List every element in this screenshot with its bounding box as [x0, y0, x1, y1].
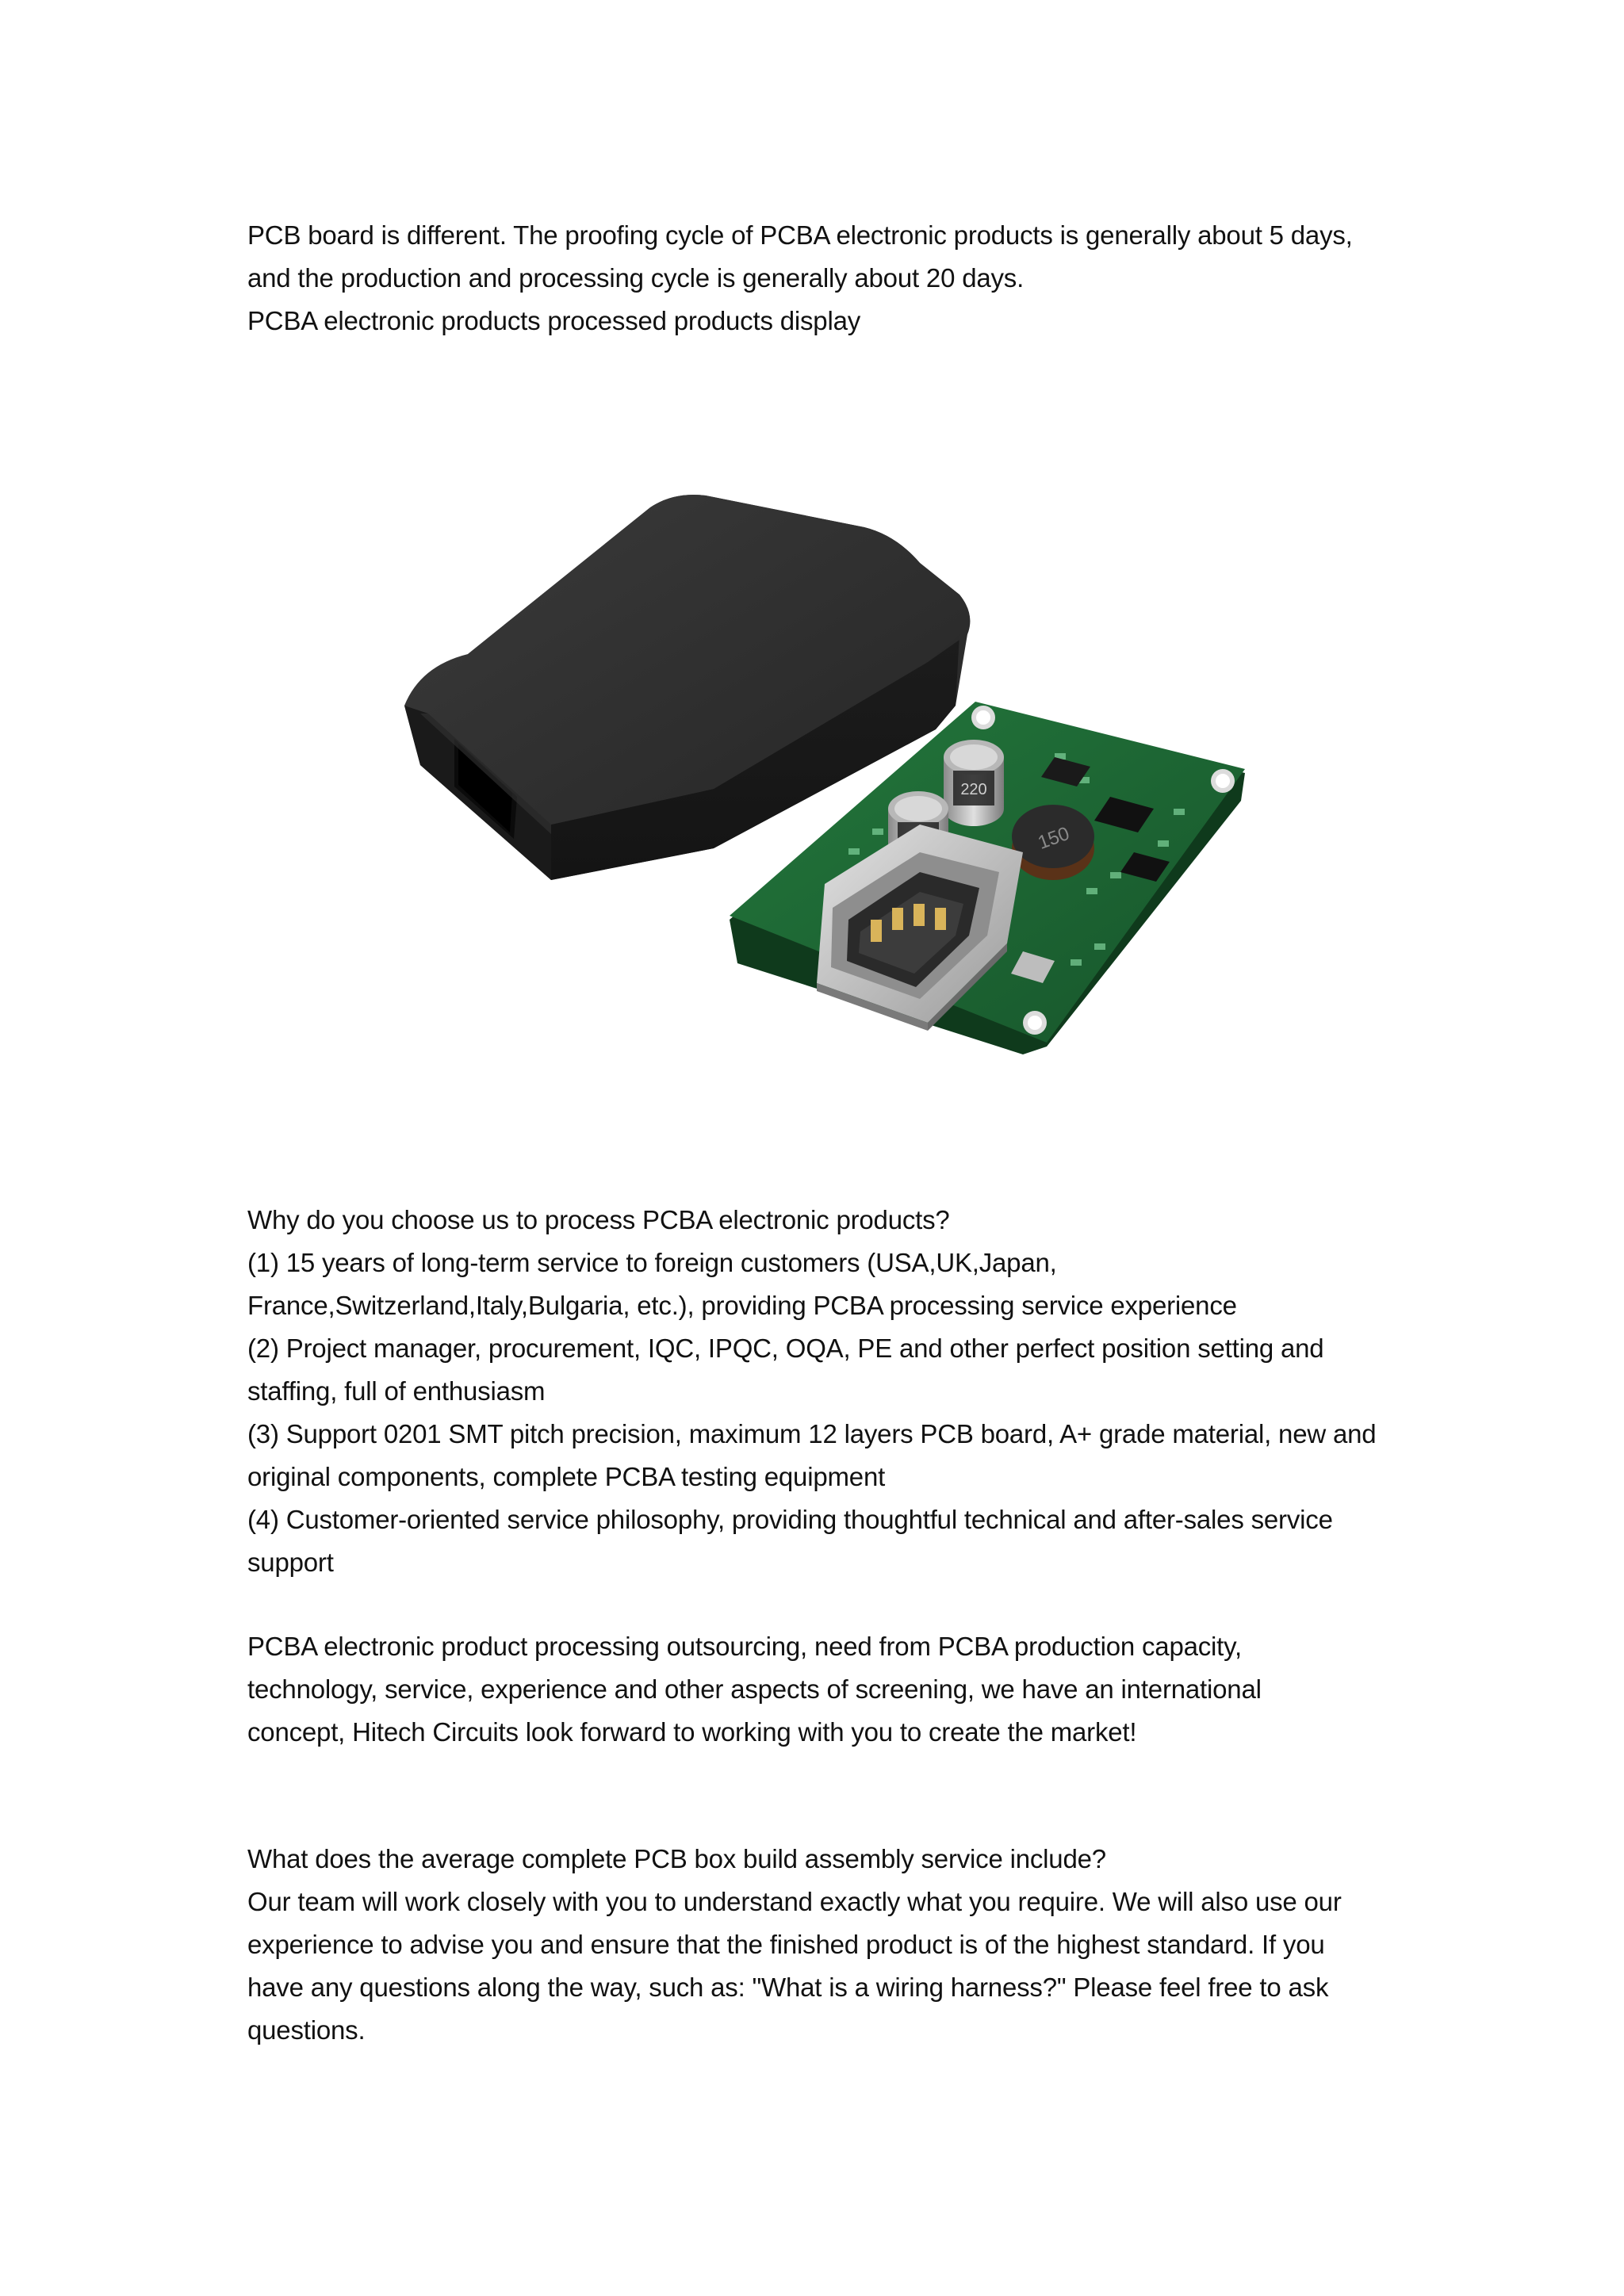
- list-item: (3) Support 0201 SMT pitch precision, maximum 12 layers PCB board, A+ grade material, new and: [247, 1419, 1377, 1448]
- section-heading: Why do you choose us to process PCBA electronic products?: [247, 1205, 950, 1234]
- box-build-section: [247, 1838, 1405, 2052]
- intro-paragraph: [247, 214, 1405, 342]
- intro-line: PCB board is different. The proofing cycle of PCBA electronic products is generally about 5 days,: [247, 220, 1353, 250]
- section-heading: What does the average complete PCB box build assembly service include?: [247, 1844, 1106, 1873]
- paragraph-line: concept, Hitech Circuits look forward to working with you to create the market!: [247, 1717, 1137, 1747]
- list-item: (4) Customer-oriented service philosophy, providing thoughtful technical and after-sales service: [247, 1505, 1333, 1534]
- list-item: staffing, full of enthusiasm: [247, 1376, 546, 1406]
- list-item: original components, complete PCBA testing equipment: [247, 1462, 886, 1491]
- outsourcing-paragraph: [247, 1625, 1405, 1754]
- list-item: (2) Project manager, procurement, IQC, IPQC, OQA, PE and other perfect position setting and: [247, 1334, 1324, 1363]
- paragraph-line: have any questions along the way, such as: "What is a wiring harness?" Please feel free to ask: [247, 1973, 1329, 2002]
- list-item: France,Switzerland,Italy,Bulgaria, etc.), providing PCBA processing service experience: [247, 1291, 1237, 1320]
- list-item: (1) 15 years of long-term service to foreign customers (USA,UK,Japan,: [247, 1248, 1057, 1277]
- intro-line: and the production and processing cycle is generally about 20 days.: [247, 263, 1025, 293]
- product-image: [373, 476, 1277, 1134]
- paragraph-line: Our team will work closely with you to understand exactly what you require. We will also use our: [247, 1887, 1342, 1916]
- capacitor: [944, 740, 1004, 826]
- svg-text:220: 220: [960, 781, 987, 798]
- svg-text:150: 150: [1035, 822, 1073, 854]
- figure-caption: PCBA electronic products processed products display: [247, 306, 861, 335]
- paragraph-line: PCBA electronic product processing outsourcing, need from PCBA production capacity,: [247, 1632, 1242, 1661]
- paragraph-line: questions.: [247, 2015, 366, 2045]
- paragraph-line: experience to advise you and ensure that the finished product is of the highest standard. If you: [247, 1930, 1325, 1959]
- paragraph-line: technology, service, experience and other aspects of screening, we have an international: [247, 1674, 1262, 1704]
- list-item: support: [247, 1548, 334, 1577]
- inductor: [1012, 805, 1094, 880]
- why-choose-us-section: [247, 1199, 1405, 1584]
